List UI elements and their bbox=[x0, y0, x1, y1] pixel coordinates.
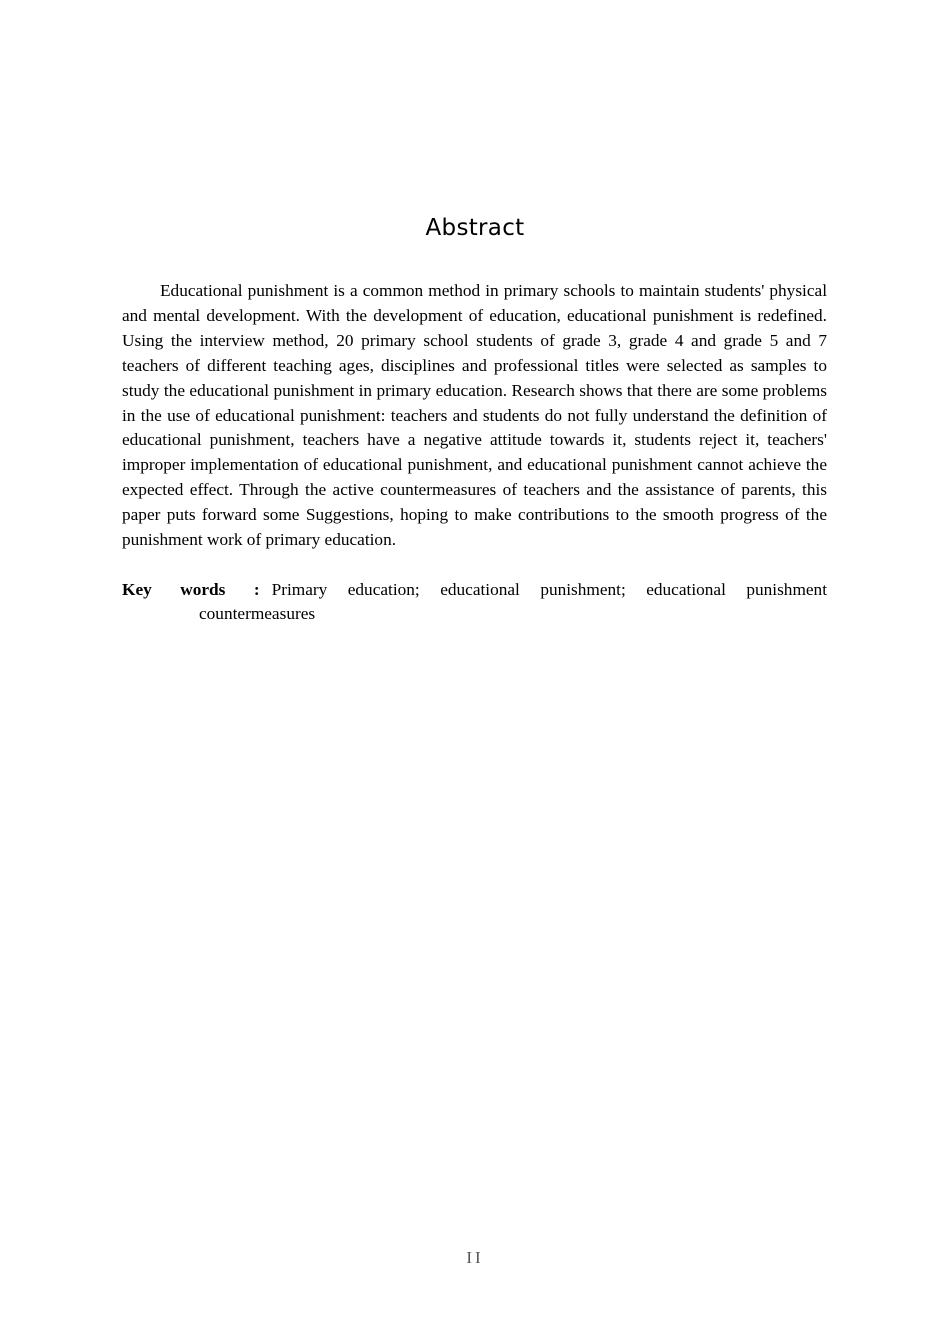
keywords-text: Primary education; educational punishment; educational punishment countermeasures bbox=[199, 580, 827, 624]
keywords-label: Key words : bbox=[122, 580, 260, 599]
page-number: II bbox=[466, 1248, 484, 1267]
abstract-body: Educational punishment is a common method in primary schools to maintain students' physical and mental development. With the development of education, educational punishment is redefined. Using the interview method, 20 primary school students of grade 3, grade 4 and grade 5 and 7 teachers of different teaching ages, disciplines and professional titles were selected as samples to study the educational punishment in primary education. Research shows that there are some problems in the use of educational punishment: teachers and students do not fully understand the definition of educational punishment, teachers have a negative attitude towards it, students reject it, teachers' improper implementation of educational punishment, and educational punishment cannot achieve the expected effect. Through the active countermeasures of teachers and the assistance of parents, this paper puts forward some Suggestions, hoping to make contributions to the smooth progress of the punishment work of primary education. bbox=[122, 281, 827, 550]
keywords-line bbox=[122, 578, 827, 627]
abstract-title: Abstract bbox=[425, 215, 525, 241]
